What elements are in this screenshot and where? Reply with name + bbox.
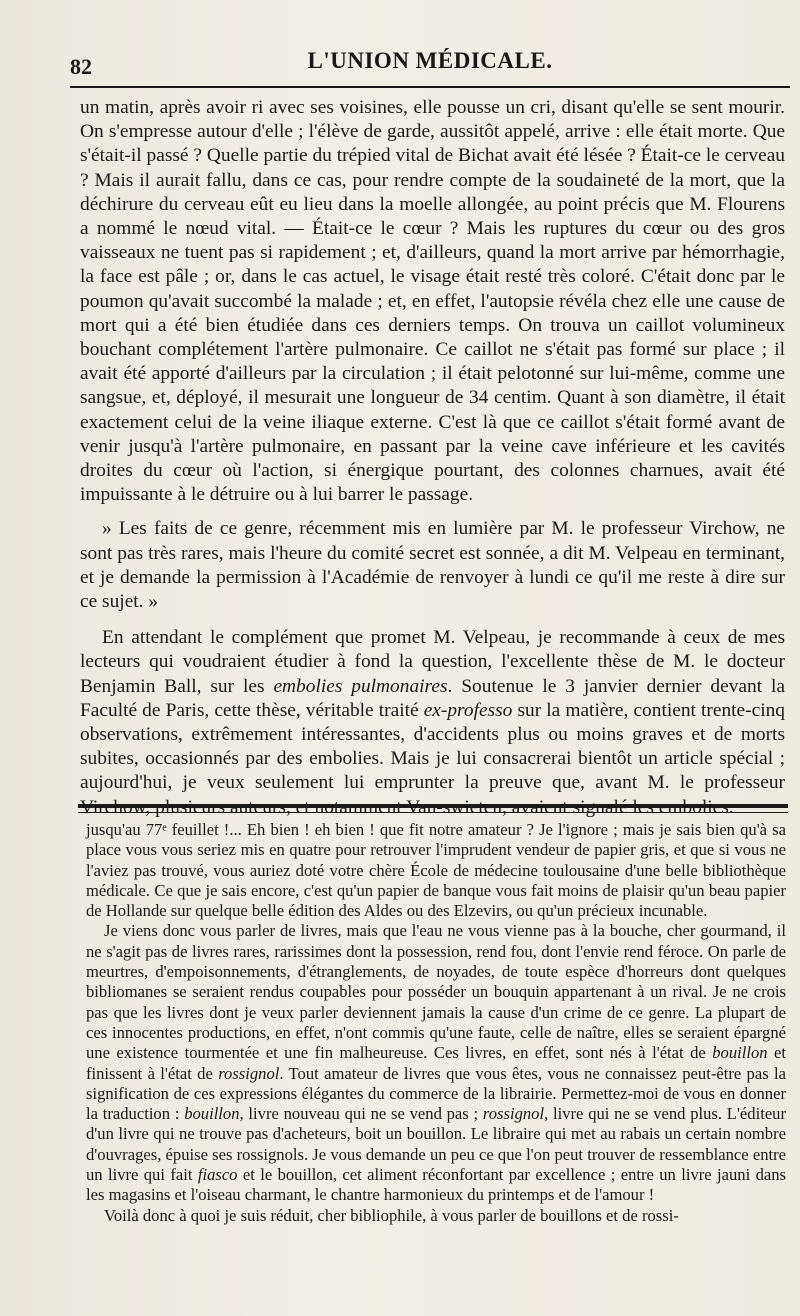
text-run: Je viens donc vous parler de livres, mais que l'eau ne vous vienne pas à la bouche, cher gourmand, il ne s'agit pas de livres rares, rarissimes dont la possession, rend fou, dont l'envie rend féroce. On parle de meurtres, d'empoisonnements, d'étranglements, de noyades, de toute espèce d'horreurs dont quelques bibliomanes se seraient rendus coupables pour posséder un bouquin appartenant à un rival. Je ne crois pas que les livres dont je veux parler deviennent jamais la cause d'un crime de ce genre. La plupart de ces innocentes productions, en effet, n'ont commis qu'une faute, celle de naître, elles se seraient épargné une existence tourmentée et une fin malheureuse. Ces livres, en effet, sont nés à l'état de [86,921,786,1063]
text-run: et le bouillon, cet aliment réconfortant par excellence ; entre un livre jauni dans les magasins et l'oiseau charmant, le chantre harmonieux du printemps et de l'amour ! [86,1165,786,1205]
text-run: , livre nouveau qui ne se vend pas ; [239,1104,483,1124]
page-number: 82 [70,54,92,79]
text-run: . Soutenue le 3 janvier dernier devant la Faculté de Paris, cette thèse, véritable traité [80,675,786,721]
header-rule [70,86,790,88]
feuilleton-rule-thin [78,812,788,813]
italic-term: embolies pulmonaires [273,675,448,697]
feuilleton-rule-thick [78,804,788,808]
text-run: et finissent à l'état de [86,1043,786,1083]
text-run: . Tout amateur de livres que vous êtes, vous ne connaissez peut-être pas la signification de ces expressions élégantes du commerce de la librairie. Permettez-moi de vous en donner la traduction : [86,1063,786,1124]
italic-term: rossignol [482,1104,545,1124]
paragraph-velpeau-quote: » Les faits de ce genre, récemment mis en lumière par M. le professeur Virchow, ne sont pas très rares, mais l'heure du comité secret est sonnée, a dit M. Velpeau en terminant, et je demande la permission à l'Académie de renvoyer à lundi ce qu'il me reste à dire sur ce sujet. » [80,518,785,613]
italic-term: fiasco [197,1165,238,1185]
running-head: L'UNION MÉDICALE. [307,48,553,73]
feuilleton-paragraph [86,921,786,1205]
paragraph-ball-thesis [80,626,785,820]
feuilleton [86,820,786,1226]
text-run: En attendant le complément que promet M. Velpeau, je recommande à ceux de mes lecteurs qui voudraient étudier à fond la question, l'excellente thèse de M. le docteur Benjamin Ball, sur les [80,627,785,697]
italic-term: bouillon [712,1043,768,1063]
feuilleton-paragraph: jusqu'au 77ᵉ feuillet !... Eh bien ! eh bien ! que fit notre amateur ? Je l'ignore ; mais je sais bien qu'à sa place vous vous seriez mis en quatre pour retrouver l'imprudent vendeur de papier gris, et que si vous ne l'aviez pas trouvé, vous auriez doté votre chère École de médecine toulousaine d'une belle bibliothèque médicale. Ce que je sais encore, c'est qu'un papier de banque vous fait moins de plaisir qu'un beau papier de Hollande sur quelque belle édition des Aldes ou des Elzevirs, ou qu'un précieux incunable. [86,820,786,921]
italic-term: bouillon [184,1104,240,1124]
main-article [80,96,785,820]
paragraph-autopsy: un matin, après avoir ri avec ses voisines, elle pousse un cri, disant qu'elle se sent mourir. On s'empresse autour d'elle ; l'élève de garde, aussitôt appelé, arrive : elle était morte. Que s'était-il passé ? Quelle partie du trépied vital de Bichat avait été lésée ? Était-ce le cerveau ? Mais il aurait fallu, dans ce cas, pour rendre compte de la soudaineté de la mort, que la déchirure du cerveau eût eu lieu dans la moelle allongée, au point précis que M. Flourens a nommé le nœud vital. — Était-ce le cœur ? Mais les ruptures du cœur ou des gros vaisseaux ne tuent pas si rapidement ; et, d'ailleurs, quand la mort arrive par hémorrhagie, la face est pâle ; or, dans le cas actuel, le visage était resté très coloré. C'était donc par le poumon qu'avait succombé la malade ; et, en effet, l'autopsie révéla chez elle une cause de mort qui a été bien étudiée dans ces derniers temps. On trouva un caillot volumineux bouchant complétement l'artère pulmonaire. Ce caillot ne s'était pas formé sur place ; il avait été apporté d'ailleurs par la circulation ; il était pelotonné sur lui-même, comme une sangsue, et, déployé, il mesurait une longueur de 34 centim. Quant à son diamètre, il était exactement celui de la veine iliaque externe. C'est là que ce caillot s'était formé avant de venir jusqu'à l'artère pulmonaire, en passant par la veine cave inférieure et les cavités droites du cœur où l'action, si énergique pourtant, des colonnes charnues, avait été impuissante à le détruire ou à lui barrer le passage. [80,97,785,506]
italic-term: rossignol [218,1063,280,1083]
page-header [70,40,790,88]
text-run: sur la matière, contient trente-cinq observations, extrêmement intéressantes, d'accidents plus ou moins graves et de morts subites, occasionnés par des embolies. Mais je lui consacrerai bientôt un article spécial ; aujourd'hui, je veux seulement lui emprunter la preuve que, avant M. le professeur Virchow, plusieurs auteurs, et notamment Van-swieten, avaient signalé les embolies. [80,699,785,818]
text-run: , livre qui ne se vend plus. L'éditeur d'un livre qui ne trouve pas d'acheteurs, boit un bouillon. Le libraire qui met au rabais un certain nombre d'ouvrages, épuise ses rossignols. Je vous demande un peu ce que l'on peut trouver de ressemblance entre un livre qui fait [86,1104,787,1185]
italic-term: ex-professo [423,699,513,721]
feuilleton-paragraph: Voilà donc à quoi je suis réduit, cher bibliophile, à vous parler de bouillons et de rossi- [104,1205,679,1225]
